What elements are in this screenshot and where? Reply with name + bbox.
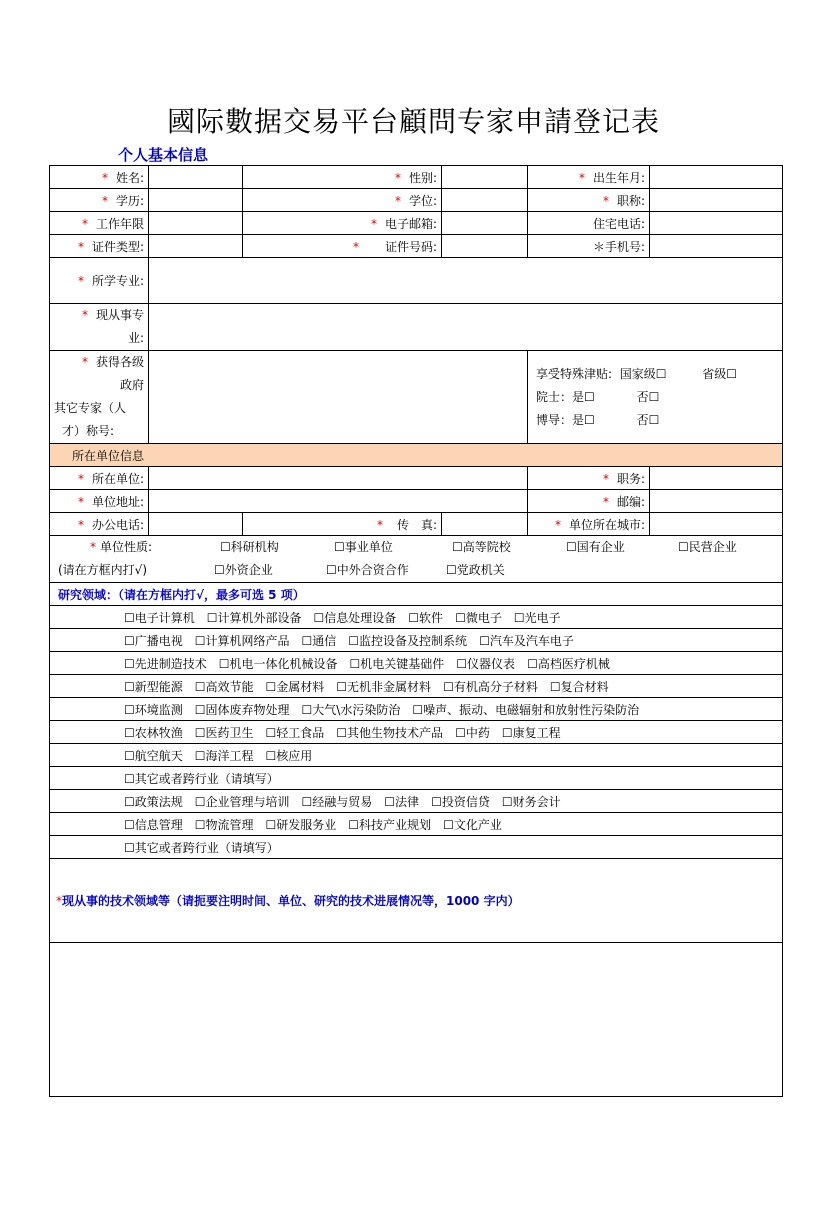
row-unit-nature <box>50 536 783 583</box>
research-options <box>50 721 783 744</box>
nature-joint-venture-checkbox[interactable]: ☐中外合资合作 <box>326 563 409 577</box>
research-option-checkbox[interactable]: ☐微电子 <box>455 610 502 625</box>
city-field[interactable] <box>650 513 783 536</box>
mobile-label: ＊手机号: <box>528 235 650 258</box>
current-major-label: * 现从事专 业: <box>50 304 149 351</box>
job-title-label: * 职称: <box>528 189 650 212</box>
birth-field[interactable] <box>650 166 783 189</box>
id-number-label: * 证件号码: <box>243 235 442 258</box>
work-years-label: * 工作年限 <box>50 212 149 235</box>
phd-advisor-yes-checkbox[interactable]: 博导：是☐ <box>536 412 595 427</box>
id-number-field[interactable] <box>442 235 528 258</box>
research-option-checkbox[interactable]: ☐其它或者跨行业（请填写） <box>124 840 279 855</box>
gender-label: * 性别: <box>243 166 442 189</box>
email-field[interactable] <box>442 212 528 235</box>
name-field[interactable] <box>149 166 243 189</box>
research-option-checkbox[interactable]: ☐先进制造技术 <box>124 656 207 671</box>
research-option-checkbox[interactable]: ☐环境监测 <box>124 702 183 717</box>
research-option-checkbox[interactable]: ☐轻工食品 <box>265 725 325 740</box>
research-options <box>50 606 783 629</box>
research-option-checkbox[interactable]: ☐广播电视 <box>124 633 183 648</box>
nature-university-checkbox[interactable]: ☐高等院校 <box>452 540 511 554</box>
research-options <box>50 698 783 721</box>
row-tech-field <box>50 859 783 943</box>
nature-research-checkbox[interactable]: ☐科研机构 <box>220 540 279 554</box>
row-tech-field-input <box>50 943 783 1097</box>
unit-field[interactable] <box>149 467 528 490</box>
form-title: 國际數据交易平台顧問专家申請登记表 <box>166 105 660 138</box>
research-row <box>50 606 783 629</box>
gender-field[interactable] <box>442 166 528 189</box>
research-row <box>50 836 783 859</box>
row-major <box>50 258 783 304</box>
research-option-checkbox[interactable]: ☐金属材料 <box>265 679 325 694</box>
phd-advisor-no-checkbox[interactable]: 否☐ <box>636 412 660 427</box>
research-option-checkbox[interactable]: ☐通信 <box>301 633 337 648</box>
research-option-checkbox[interactable]: ☐财务会计 <box>501 794 561 809</box>
section-personal-info: 个人基本信息 <box>118 146 209 164</box>
research-option-checkbox[interactable]: ☐海洋工程 <box>194 748 254 763</box>
provincial-level-checkbox[interactable]: 省级☐ <box>702 366 738 381</box>
research-options <box>50 767 783 790</box>
research-option-checkbox[interactable]: ☐机电关键基础件 <box>349 656 445 671</box>
research-option-checkbox[interactable]: ☐信息管理 <box>124 817 183 832</box>
research-option-checkbox[interactable]: ☐研发服务业 <box>265 817 337 832</box>
research-option-checkbox[interactable]: ☐监控设备及控制系统 <box>348 633 468 648</box>
academician-yes-checkbox[interactable]: 院士：是☐ <box>536 389 595 404</box>
research-option-checkbox[interactable]: ☐其他生物技术产品 <box>336 725 444 740</box>
research-option-checkbox[interactable]: ☐中药 <box>455 725 490 740</box>
academician-no-checkbox[interactable]: 否☐ <box>636 389 660 404</box>
office-phone-label: * 办公电话: <box>50 513 149 536</box>
national-level-checkbox[interactable]: 国家级☐ <box>619 366 667 381</box>
research-row <box>50 790 783 813</box>
row-current-major <box>50 304 783 351</box>
research-option-checkbox[interactable]: ☐物流管理 <box>194 817 254 832</box>
office-phone-field[interactable] <box>149 513 243 536</box>
research-row <box>50 652 783 675</box>
name-label: * 姓名: <box>50 166 149 189</box>
id-type-field[interactable] <box>149 235 243 258</box>
research-options <box>50 652 783 675</box>
research-option-checkbox[interactable]: ☐噪声、振动、电磁辐射和放射性污染防治 <box>412 702 640 717</box>
research-option-checkbox[interactable]: ☐核应用 <box>265 748 313 763</box>
fax-field[interactable] <box>442 513 528 536</box>
research-option-checkbox[interactable]: ☐投资信贷 <box>431 794 490 809</box>
unit-nature-label: 单位性质: <box>100 540 153 554</box>
major-field[interactable] <box>149 258 783 304</box>
row-unit-heading <box>50 444 783 467</box>
work-years-field[interactable] <box>149 212 243 235</box>
mobile-field[interactable] <box>650 235 783 258</box>
research-options <box>50 813 783 836</box>
degree-field[interactable] <box>442 189 528 212</box>
home-phone-label: 住宅电话: <box>528 212 650 235</box>
degree-label: * 学位: <box>243 189 442 212</box>
research-options <box>50 744 783 767</box>
education-label: * 学历: <box>50 189 149 212</box>
position-field[interactable] <box>650 467 783 490</box>
research-option-checkbox[interactable]: ☐高效节能 <box>194 679 254 694</box>
research-option-checkbox[interactable]: ☐复合材料 <box>549 679 609 694</box>
address-field[interactable] <box>149 490 528 513</box>
research-option-checkbox[interactable]: ☐政策法规 <box>124 794 183 809</box>
row-honors <box>50 351 783 444</box>
email-label: * 电子邮箱: <box>243 212 442 235</box>
research-option-checkbox[interactable]: ☐文化产业 <box>443 817 502 832</box>
row-research-heading <box>50 583 783 606</box>
research-option-checkbox[interactable]: ☐其它或者跨行业（请填写） <box>124 771 279 786</box>
research-option-checkbox[interactable]: ☐航空航天 <box>124 748 183 763</box>
research-row <box>50 813 783 836</box>
tech-field-label: *现从事的技术领域等（请扼要注明时间、单位、研究的技术进展情况等，1000 字内） <box>50 859 783 943</box>
major-label: * 所学专业: <box>50 258 149 304</box>
honors-field[interactable] <box>149 351 528 444</box>
postcode-field[interactable] <box>650 490 783 513</box>
home-phone-field[interactable] <box>650 212 783 235</box>
position-label: * 职务: <box>528 467 650 490</box>
research-option-checkbox[interactable]: ☐企业管理与培训 <box>194 794 290 809</box>
research-option-checkbox[interactable]: ☐光电子 <box>513 610 561 625</box>
research-option-checkbox[interactable]: ☐软件 <box>408 610 444 625</box>
research-options <box>50 675 783 698</box>
special-allowance-block <box>528 351 783 444</box>
education-field[interactable] <box>149 189 243 212</box>
research-row <box>50 675 783 698</box>
research-row <box>50 629 783 652</box>
research-option-checkbox[interactable]: ☐汽车及汽车电子 <box>479 633 574 648</box>
current-major-field[interactable] <box>149 304 783 351</box>
research-options <box>50 629 783 652</box>
application-form <box>49 165 783 1097</box>
birth-label: * 出生年月: <box>528 166 650 189</box>
research-row <box>50 767 783 790</box>
research-option-checkbox[interactable]: ☐高档医疗机械 <box>527 656 610 671</box>
unit-nature-block: * 单位性质: ☐科研机构 ☐事业单位 ☐高等院校 ☐国有企业 ☐民营企业 (请在方框内打√) ☐外资企业 ☐中外合资合作 ☐党政机关 <box>50 536 783 583</box>
research-option-checkbox[interactable]: ☐医药卫生 <box>194 725 254 740</box>
research-option-checkbox[interactable]: ☐农林牧渔 <box>124 725 183 740</box>
honors-label: * 获得各级 政府 其它专家（人 才）称号: <box>50 351 149 444</box>
row-name <box>50 166 783 189</box>
research-option-checkbox[interactable]: ☐仪器仪表 <box>456 656 516 671</box>
research-option-checkbox[interactable]: ☐固体废弃物处理 <box>194 702 290 717</box>
research-option-checkbox[interactable]: ☐电子计算机 <box>124 610 195 625</box>
unit-nature-hint: (请在方框内打√) <box>58 563 148 577</box>
row-work-years <box>50 212 783 235</box>
research-option-checkbox[interactable]: ☐经融与贸易 <box>301 794 373 809</box>
research-option-checkbox[interactable]: ☐机电一体化机械设备 <box>218 656 338 671</box>
id-type-label: * 证件类型: <box>50 235 149 258</box>
nature-private-checkbox[interactable]: ☐民营企业 <box>678 540 737 554</box>
research-rows <box>50 606 783 859</box>
allowance-label: 享受特殊津贴: <box>536 366 613 381</box>
research-option-checkbox[interactable]: ☐大气\水污染防治 <box>301 702 401 717</box>
research-option-checkbox[interactable]: ☐计算机网络产品 <box>194 633 290 648</box>
row-id <box>50 235 783 258</box>
research-option-checkbox[interactable]: ☐信息处理设备 <box>313 610 397 625</box>
row-address <box>50 490 783 513</box>
job-title-field[interactable] <box>650 189 783 212</box>
nature-government-checkbox[interactable]: ☐党政机关 <box>446 563 505 577</box>
research-options <box>50 836 783 859</box>
row-education <box>50 189 783 212</box>
research-option-checkbox[interactable]: ☐法律 <box>384 794 420 809</box>
research-row <box>50 698 783 721</box>
research-option-checkbox[interactable]: ☐有机高分子材料 <box>443 679 538 694</box>
tech-field-input[interactable] <box>50 943 783 1097</box>
postcode-label: * 邮编: <box>528 490 650 513</box>
row-unit <box>50 467 783 490</box>
nature-state-owned-checkbox[interactable]: ☐国有企业 <box>566 540 625 554</box>
research-heading: 研究领域：（请在方框内打√，最多可选 5 项） <box>50 583 783 606</box>
row-office-phone <box>50 513 783 536</box>
section-unit-info: 所在单位信息 <box>50 444 783 467</box>
city-label: * 单位所在城市: <box>528 513 650 536</box>
nature-foreign-checkbox[interactable]: ☐外资企业 <box>214 563 273 577</box>
nature-public-institution-checkbox[interactable]: ☐事业单位 <box>334 540 393 554</box>
research-row <box>50 744 783 767</box>
research-option-checkbox[interactable]: ☐康复工程 <box>501 725 561 740</box>
address-label: * 单位地址: <box>50 490 149 513</box>
research-options <box>50 790 783 813</box>
research-option-checkbox[interactable]: ☐新型能源 <box>124 679 183 694</box>
fax-label: * 传 真: <box>243 513 442 536</box>
research-option-checkbox[interactable]: ☐无机非金属材料 <box>336 679 432 694</box>
research-row <box>50 721 783 744</box>
research-option-checkbox[interactable]: ☐计算机外部设备 <box>206 610 302 625</box>
research-option-checkbox[interactable]: ☐科技产业规划 <box>348 817 432 832</box>
unit-label: * 所在单位: <box>50 467 149 490</box>
